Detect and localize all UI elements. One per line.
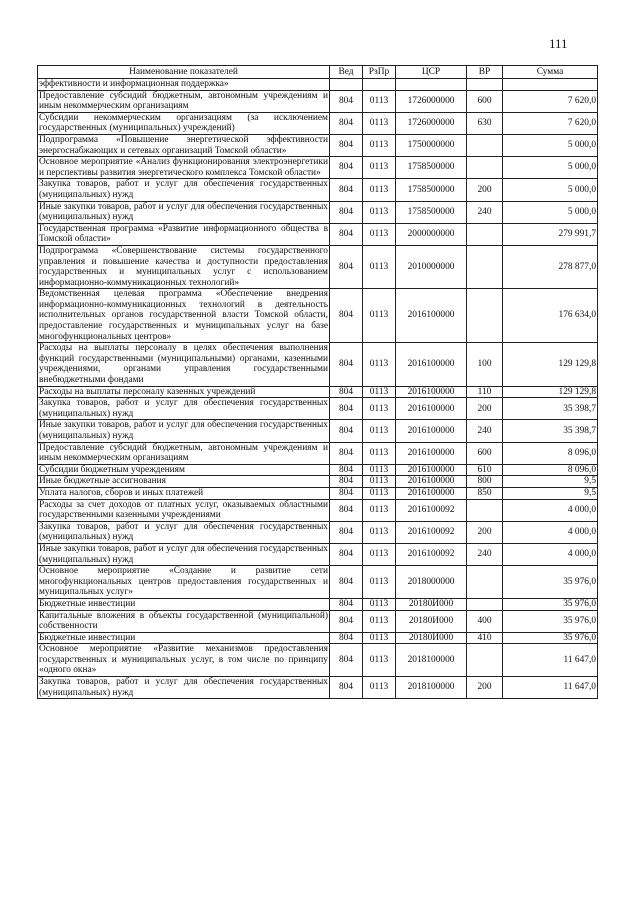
cell-ved: 804 [330, 598, 363, 610]
table-row [38, 79, 598, 91]
cell-sum: 35 398,7 [503, 420, 598, 442]
cell-sum: 11 647,0 [503, 677, 598, 699]
cell-vr: 800 [467, 476, 503, 488]
cell-name: Иные закупки товаров, работ и услуг для обеспечения государственных (муниципальных) нужд [39, 543, 328, 565]
cell-csr: 2016100000 [396, 420, 467, 442]
cell-name: эффективности и информационная поддержка» [38, 79, 330, 91]
table-row [38, 677, 598, 699]
cell-ved [330, 79, 363, 91]
table-row [38, 442, 598, 464]
cell-rzpr: 0113 [363, 179, 396, 201]
cell-vr: 240 [467, 420, 503, 442]
header-csr: ЦСР [396, 66, 467, 79]
cell-sum: 7 620,0 [503, 112, 598, 134]
cell-sum: 5 000,0 [503, 179, 598, 201]
cell-sum: 4 000,0 [503, 521, 598, 543]
cell-vr [467, 223, 503, 245]
cell-csr: 1726000000 [396, 90, 467, 112]
cell-name: Иные закупки товаров, работ и услуг для обеспечения государственных (муниципальных) нужд [39, 201, 328, 223]
table-row [38, 543, 598, 565]
table-row [38, 134, 598, 156]
table-row [38, 566, 598, 599]
table-row [38, 487, 598, 499]
cell-ved: 804 [330, 610, 363, 632]
cell-ved: 804 [330, 157, 363, 179]
cell-csr: 2016100000 [396, 386, 467, 398]
table-row [38, 157, 598, 179]
table-row [38, 632, 598, 644]
cell-csr: 20180И000 [396, 610, 467, 632]
cell-name: Государственная программа «Развитие информационного общества в Томской области» [39, 223, 328, 245]
cell-rzpr: 0113 [363, 289, 396, 343]
cell-csr: 1758500000 [396, 157, 467, 179]
cell-vr: 600 [467, 442, 503, 464]
cell-rzpr: 0113 [363, 134, 396, 156]
cell-csr: 2000000000 [396, 223, 467, 245]
cell-ved: 804 [330, 464, 363, 476]
header-ved: Вед [330, 66, 363, 79]
cell-rzpr: 0113 [363, 499, 396, 521]
cell-sum: 4 000,0 [503, 499, 598, 521]
cell-sum: 35 976,0 [503, 566, 598, 599]
cell-ved: 804 [330, 420, 363, 442]
cell-csr: 2018100000 [396, 644, 467, 677]
cell-name: Субсидии некоммерческим организациям (за исключением государственных (муниципальных) учреждений) [39, 112, 328, 134]
cell-rzpr: 0113 [363, 476, 396, 488]
cell-csr: 2010000000 [396, 245, 467, 288]
cell-name: Основное мероприятие «Создание и развитие сети многофункциональных центров предоставления государственных и муниципальных услуг» [39, 566, 328, 598]
cell-name: Иные закупки товаров, работ и услуг для обеспечения государственных (муниципальных) нужд [39, 420, 328, 441]
cell-sum: 4 000,0 [503, 543, 598, 565]
table-body [38, 79, 598, 699]
cell-ved: 804 [330, 245, 363, 288]
cell-ved: 804 [330, 476, 363, 488]
table-row [38, 476, 598, 488]
cell-sum: 5 000,0 [503, 201, 598, 223]
cell-sum: 129 129,8 [503, 343, 598, 386]
cell-vr: 200 [467, 677, 503, 699]
cell-name: Расходы на выплаты персоналу в целях обеспечения выполнения функций государственными (муниципальными) органами, казенными учреждениями, органами управления государственными внебюджетными фондами [39, 343, 328, 386]
cell-csr: 20180И000 [396, 632, 467, 644]
cell-ved: 804 [330, 386, 363, 398]
table-row [38, 386, 598, 398]
cell-ved: 804 [330, 499, 363, 521]
cell-rzpr: 0113 [363, 386, 396, 398]
table-row [38, 398, 598, 420]
cell-name: Закупка товаров, работ и услуг для обеспечения государственных (муниципальных) нужд [39, 677, 328, 698]
cell-csr: 2016100000 [396, 343, 467, 386]
cell-rzpr: 0113 [363, 644, 396, 677]
cell-vr [467, 644, 503, 677]
cell-ved: 804 [330, 223, 363, 245]
table-row [38, 343, 598, 386]
table-row [38, 521, 598, 543]
cell-rzpr: 0113 [363, 90, 396, 112]
cell-csr [396, 79, 467, 91]
cell-name: Иные бюджетные ассигнования [38, 476, 330, 488]
cell-vr [467, 245, 503, 288]
cell-rzpr: 0113 [363, 610, 396, 632]
cell-ved: 804 [330, 521, 363, 543]
cell-rzpr: 0113 [363, 223, 396, 245]
cell-name: Капитальные вложения в объекты государственной (муниципальной) собственности [39, 610, 328, 632]
cell-vr: 240 [467, 201, 503, 223]
cell-vr [467, 598, 503, 610]
cell-vr [467, 499, 503, 521]
table-row [38, 464, 598, 476]
cell-csr: 2016100000 [396, 289, 467, 343]
cell-name: Ведомственная целевая программа «Обеспечение внедрения информационно-коммуникационных технологий в деятельность исполнительных органов государственной власти Томской области, предоставление государственных и муниципальных услуг на базе многофункциональных центров» [39, 289, 328, 342]
cell-vr [467, 134, 503, 156]
cell-rzpr: 0113 [363, 487, 396, 499]
cell-ved: 804 [330, 487, 363, 499]
cell-csr: 1750000000 [396, 134, 467, 156]
cell-rzpr: 0113 [363, 464, 396, 476]
cell-sum: 9,5 [503, 476, 598, 488]
table-row [38, 289, 598, 343]
cell-vr [467, 79, 503, 91]
cell-ved: 804 [330, 644, 363, 677]
cell-name: Бюджетные инвестиции [38, 598, 330, 610]
table-row [38, 112, 598, 134]
cell-sum: 35 976,0 [503, 610, 598, 632]
cell-name: Субсидии бюджетным учреждениям [38, 464, 330, 476]
cell-csr: 20180И000 [396, 598, 467, 610]
cell-vr: 410 [467, 632, 503, 644]
cell-name: Подпрограмма «Совершенствование системы государственного управления и повышение качества и доступности предоставления государственных и муниципальных услуг с использованием информационно-коммуникационных технологий» [39, 245, 328, 288]
cell-name: Закупка товаров, работ и услуг для обеспечения государственных (муниципальных) нужд [39, 521, 328, 543]
cell-vr: 100 [467, 343, 503, 386]
cell-name: Расходы на выплаты персоналу казенных учреждений [38, 386, 330, 398]
cell-name: Уплата налогов, сборов и иных платежей [38, 487, 330, 499]
table-row [38, 90, 598, 112]
cell-csr: 1758500000 [396, 179, 467, 201]
cell-csr: 2018100000 [396, 677, 467, 699]
cell-vr [467, 157, 503, 179]
table-row [38, 420, 598, 442]
header-sum: Сумма [503, 66, 598, 79]
cell-rzpr: 0113 [363, 598, 396, 610]
header-name: Наименование показателей [38, 66, 330, 79]
cell-sum: 176 634,0 [503, 289, 598, 343]
cell-sum: 5 000,0 [503, 157, 598, 179]
cell-name: Бюджетные инвестиции [38, 632, 330, 644]
table-row [38, 245, 598, 288]
cell-sum: 8 096,0 [503, 464, 598, 476]
cell-rzpr: 0113 [363, 677, 396, 699]
cell-ved: 804 [330, 543, 363, 565]
page-number: 111 [549, 36, 568, 51]
cell-name: Подпрограмма «Повышение энергетической эффективности энергоснабжающих и сетевых организаций Томской области» [39, 134, 328, 156]
cell-vr: 110 [467, 386, 503, 398]
cell-sum: 279 991,7 [503, 223, 598, 245]
cell-ved: 804 [330, 442, 363, 464]
cell-csr: 2016100000 [396, 487, 467, 499]
cell-csr: 2016100092 [396, 499, 467, 521]
cell-ved: 804 [330, 179, 363, 201]
cell-csr: 2018000000 [396, 566, 467, 599]
cell-name: Расходы за счет доходов от платных услуг, оказываемых областными государственными казенными учреждениями [39, 499, 328, 521]
cell-vr: 200 [467, 179, 503, 201]
cell-ved: 804 [330, 201, 363, 223]
cell-csr: 2016100000 [396, 398, 467, 420]
cell-csr: 2016100092 [396, 521, 467, 543]
cell-rzpr: 0113 [363, 112, 396, 134]
cell-sum: 5 000,0 [503, 134, 598, 156]
cell-ved: 804 [330, 134, 363, 156]
cell-rzpr: 0113 [363, 442, 396, 464]
cell-rzpr: 0113 [363, 420, 396, 442]
cell-csr: 2016100000 [396, 476, 467, 488]
cell-name: Закупка товаров, работ и услуг для обеспечения государственных (муниципальных) нужд [39, 179, 328, 200]
cell-sum: 8 096,0 [503, 442, 598, 464]
cell-rzpr: 0113 [363, 398, 396, 420]
table-row [38, 610, 598, 632]
cell-vr: 600 [467, 90, 503, 112]
cell-rzpr: 0113 [363, 632, 396, 644]
cell-ved: 804 [330, 566, 363, 599]
cell-vr: 850 [467, 487, 503, 499]
table-row [38, 644, 598, 677]
cell-vr: 400 [467, 610, 503, 632]
cell-sum: 129 129,8 [503, 386, 598, 398]
cell-rzpr: 0113 [363, 543, 396, 565]
cell-sum: 35 976,0 [503, 598, 598, 610]
cell-name: Основное мероприятие «Развитие механизмов предоставления государственных и муниципальных услуг, в том числе по принципу «одного окна» [39, 644, 328, 676]
table-row [38, 598, 598, 610]
cell-vr [467, 566, 503, 599]
cell-name: Предоставление субсидий бюджетным, автономным учреждениям и иным некоммерческим организациям [39, 90, 328, 112]
cell-name: Закупка товаров, работ и услуг для обеспечения государственных (муниципальных) нужд [39, 398, 328, 419]
cell-ved: 804 [330, 632, 363, 644]
cell-vr [467, 289, 503, 343]
cell-name: Предоставление субсидий бюджетным, автономным учреждениям и иным некоммерческим организациям [39, 442, 328, 464]
cell-ved: 804 [330, 343, 363, 386]
cell-sum: 11 647,0 [503, 644, 598, 677]
cell-ved: 804 [330, 677, 363, 699]
cell-sum: 278 877,0 [503, 245, 598, 288]
table-row [38, 201, 598, 223]
cell-csr: 2016100000 [396, 464, 467, 476]
header-vr: ВР [467, 66, 503, 79]
cell-rzpr: 0113 [363, 521, 396, 543]
cell-rzpr: 0113 [363, 201, 396, 223]
cell-rzpr: 0113 [363, 566, 396, 599]
cell-ved: 804 [330, 112, 363, 134]
cell-csr: 2016100000 [396, 442, 467, 464]
table-row [38, 179, 598, 201]
cell-sum: 9,5 [503, 487, 598, 499]
cell-rzpr: 0113 [363, 245, 396, 288]
cell-sum: 7 620,0 [503, 90, 598, 112]
cell-ved: 804 [330, 289, 363, 343]
cell-ved: 804 [330, 398, 363, 420]
cell-vr: 610 [467, 464, 503, 476]
table-row [38, 499, 598, 521]
cell-vr: 630 [467, 112, 503, 134]
table-row [38, 223, 598, 245]
cell-rzpr: 0113 [363, 343, 396, 386]
budget-table [37, 65, 598, 699]
cell-vr: 200 [467, 398, 503, 420]
cell-sum: 35 398,7 [503, 398, 598, 420]
cell-rzpr [363, 79, 396, 91]
cell-csr: 1758500000 [396, 201, 467, 223]
cell-vr: 200 [467, 521, 503, 543]
header-rzpr: РзПр [363, 66, 396, 79]
cell-sum [503, 79, 598, 91]
cell-sum: 35 976,0 [503, 632, 598, 644]
cell-rzpr: 0113 [363, 157, 396, 179]
cell-name: Основное мероприятие «Анализ функционирования электроэнергетики и перспективы развития энергетического комплекса Томской области» [39, 157, 328, 178]
cell-vr: 240 [467, 543, 503, 565]
cell-csr: 2016100092 [396, 543, 467, 565]
cell-csr: 1726000000 [396, 112, 467, 134]
table-header-row [38, 66, 598, 79]
cell-ved: 804 [330, 90, 363, 112]
